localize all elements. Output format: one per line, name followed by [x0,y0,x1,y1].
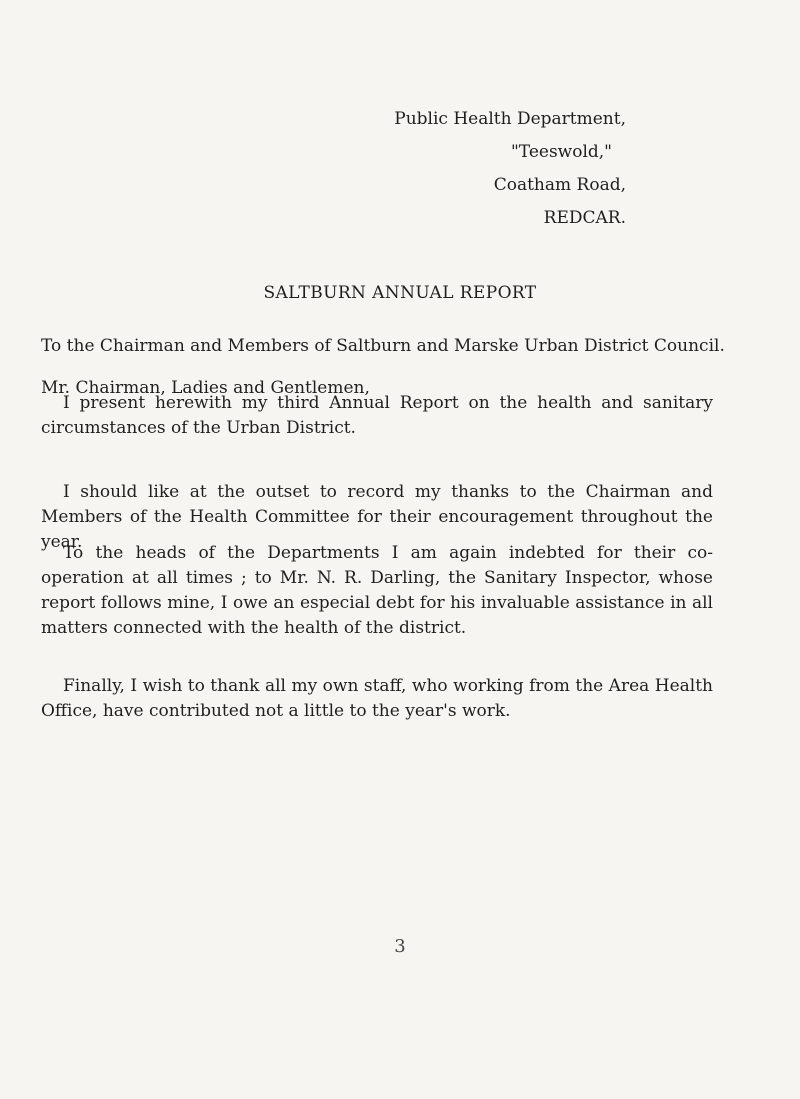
addressee-line: To the Chairman and Members of Saltburn and Marske Urban District Council. [41,336,725,356]
paragraph-annual-report: I present herewith my third Annual Report on the health and sanitary circumstances of the Urban District. [41,393,713,438]
page-number: 3 [394,936,406,957]
report-title: SALTBURN ANNUAL REPORT [263,283,537,303]
paragraph-thanks-departments: To the heads of the Departments I am again indebted for their co-operation at all times ; to Mr. N. R. Darling, the Sanitary Inspector, whose report follows mine, I owe an especial debt for his invaluable assistance in all matters connected with the health of the district. [41,543,713,638]
paragraph-thanks-committee: I should like at the outset to record my thanks to the Chairman and Members of the Health Committee for their encouragement throughout the year. [41,482,713,552]
salutation: Mr. Chairman, Ladies and Gentlemen, [41,378,370,398]
paragraph-thanks-staff: Finally, I wish to thank all my own staff, who working from the Area Health Office, have contributed not a little to the year's work. [41,676,713,721]
address-line-building: "Teeswold," [510,142,612,162]
sender-address [0,103,626,235]
address-line-department: Public Health Department, [394,109,626,129]
address-line-town: REDCAR. [543,208,626,228]
address-line-road: Coatham Road, [493,175,626,195]
